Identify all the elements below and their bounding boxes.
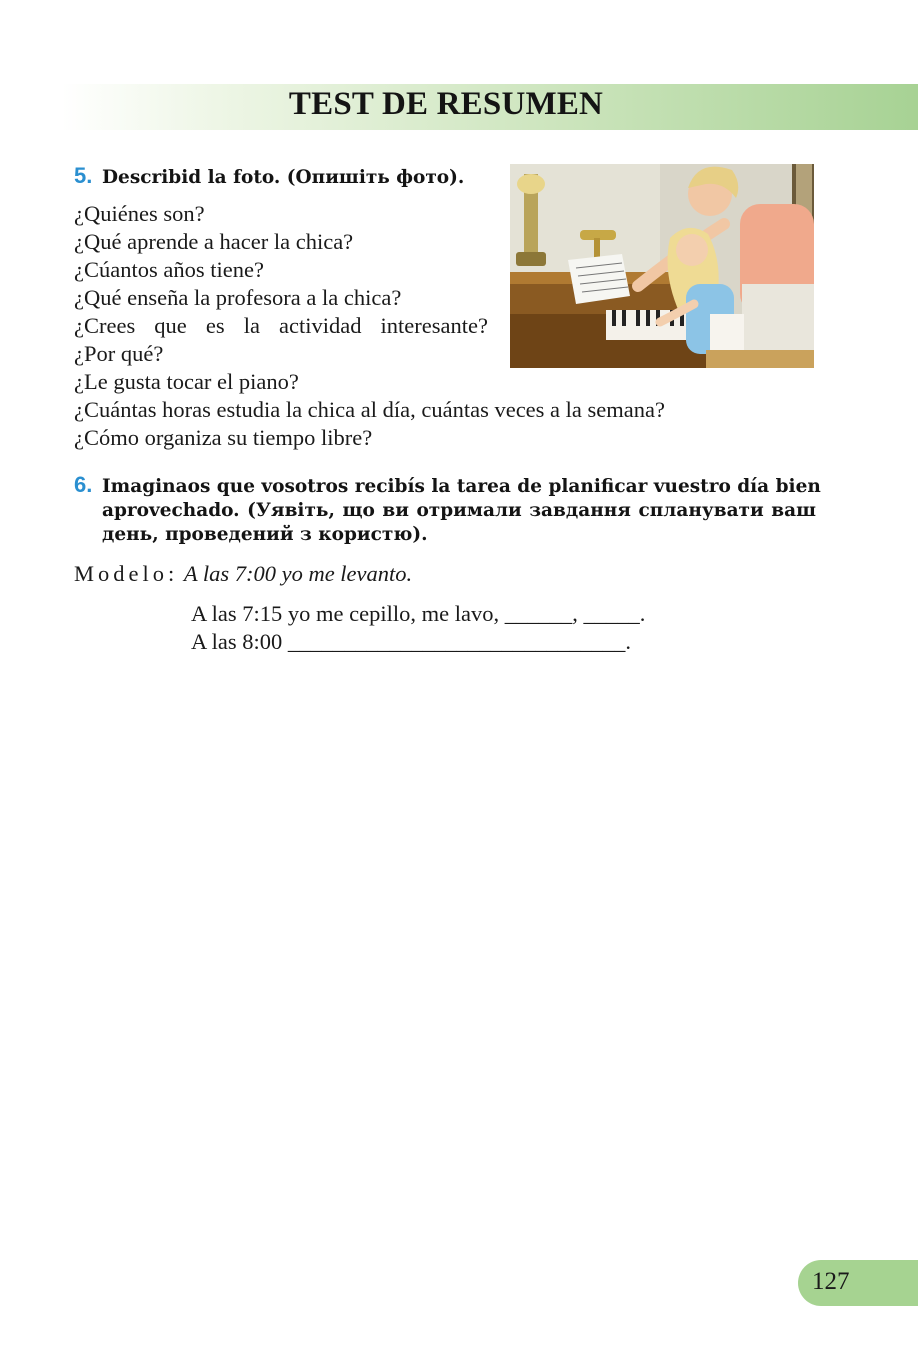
question-item: ¿Cuántas horas estudia la chica al día, cuántas veces a la semana? xyxy=(74,397,665,422)
exercise-6-title-line-3: день, проведений з користю). xyxy=(102,524,428,545)
model-example: A las 7:00 yo me levanto. xyxy=(183,561,413,586)
model-sentence xyxy=(74,560,412,588)
page-title: TEST DE RESUMEN xyxy=(288,86,604,122)
question-item: ¿Qué aprende a hacer la chica? xyxy=(74,229,354,254)
exercise-6-title-line-2: aprovechado. (Уявіть, що ви отримали завдання спланувати ваш xyxy=(102,500,816,521)
exercise-5-number: 5. xyxy=(74,163,93,188)
piano-lesson-photo xyxy=(510,164,814,368)
page-number: 127 xyxy=(812,1268,850,1295)
exercise-5-title: Describid la foto. (Опишіть фото). xyxy=(102,167,465,188)
question-item: ¿Cómo organiza su tiempo libre? xyxy=(74,425,373,450)
question-item: ¿Qué enseña la profesora a la chica? xyxy=(74,285,402,310)
question-item: ¿Cúantos años tiene? xyxy=(74,257,264,282)
model-line-2: A las 8:00 ______________________________. xyxy=(191,629,632,654)
exercise-6-title-line-1: Imaginaos que vosotros recibís la tarea de planificar vuestro día bien xyxy=(102,476,821,497)
model-line-1: A las 7:15 yo me cepillo, me lavo, ______, _____. xyxy=(191,601,646,626)
question-item: ¿Quiénes son? xyxy=(74,201,205,226)
question-item: ¿Por qué? xyxy=(74,341,164,366)
exercise-6-number: 6. xyxy=(74,472,93,497)
model-label: Modelo: xyxy=(74,561,179,586)
question-item: ¿Crees que es la actividad interesante? xyxy=(74,313,488,338)
question-item: ¿Le gusta tocar el piano? xyxy=(74,369,299,394)
